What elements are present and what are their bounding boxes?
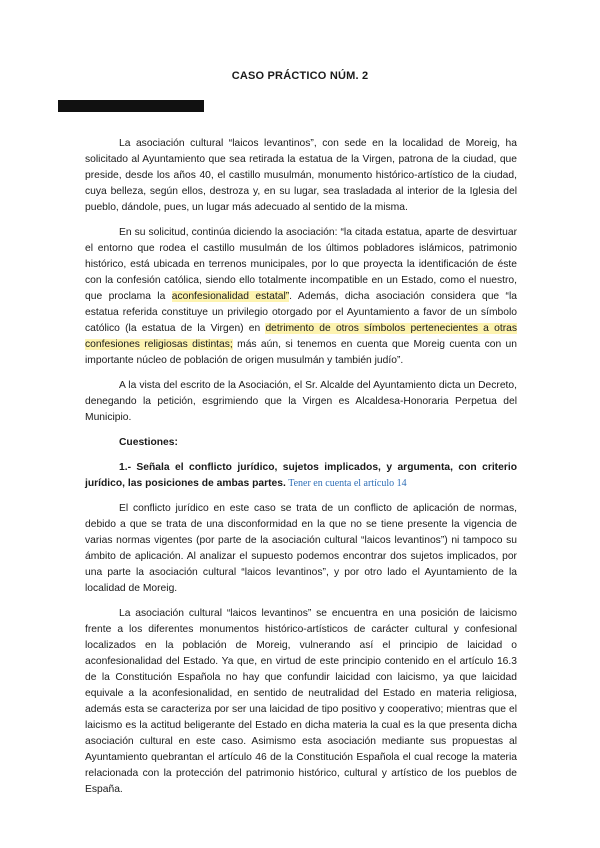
text: En su solicitud, continúa diciendo la asociación: “la citada estatua, aparte de desvirtuar el entorno que rodea el castillo musulmán de los últimos pobladores islámicos, patrimonio histórico, está ubicada en terrenos municipales, por lo que proyecta la identificación de éste con la confesión católica, siendo ello totalmente incompatible en un Estado, como el nuestro, que proclama la (85, 227, 517, 302)
answer-paragraph-2: La asociación cultural “laicos levantinos” se encuentra en una posición de laicismo frente a los diferentes monumentos histórico-artísticos de carácter cultural y confesional localizados en la población de Moreig, vulnerando así el principio de laicidad o aconfesionalidad del Estado. Ya que, en virtud de este principio contenido en el artículo 16.3 de la Constitución Española no hay que confundir laicidad con laicismo, ya que laicidad equivale a la aconfesionalidad, en sentido de neutralidad del Estado en materia religiosa, además esta se caracteriza por ser una laicidad de tipo positivo y cooperativo; mientras que el laicismo es la actitud beligerante del Estado en dicha materia la cual es la que presenta dicha asociación cultural en este caso. Asimismo esta asociación mediante sus propuestas al Ayuntamiento quebrantan el artículo 46 de la Constitución Española el cual recoge la materia relacionada con la protección del patrimonio histórico, cultural y artístico de los pueblos de España. (85, 608, 517, 795)
paragraph-solicitud (85, 225, 517, 369)
margin-note: Tener en cuenta el artículo 14 (285, 478, 407, 489)
section-heading: Cuestiones: (119, 437, 178, 448)
paragraph-decreto: A la vista del escrito de la Asociación, el Sr. Alcalde del Ayuntamiento dicta un Decreto, denegando la petición, esgrimiendo que la Virgen es Alcaldesa-Honoraria Perpetua del Municipio. (85, 380, 517, 423)
highlighted-text: aconfesionalidad estatal” (171, 291, 290, 302)
redacted-block (58, 100, 204, 112)
question-text: 1.- Señala el conflicto jurídico, sujetos implicados, y argumenta, con criterio jurídico, las posiciones de ambas partes. (85, 462, 517, 489)
highlighted-text: detrimento de otros símbolos pertenecientes a otras confesiones religiosas distintas; (85, 323, 517, 350)
document-title: CASO PRÁCTICO NÚM. 2 (231, 70, 369, 82)
document-body (85, 136, 517, 807)
text: más aún, si tenemos en cuenta que Moreig cuenta con un importante núcleo de población de origen musulmán y también judío”. (85, 339, 517, 366)
question-1 (85, 460, 517, 492)
text: . Además, dicha asociación considera que “la estatua referida constituye un privilegio otorgado por el Ayuntamiento a favor de un símbolo católico (la estatua de la Virgen) en (85, 291, 517, 334)
answer-paragraph-1: El conflicto jurídico en este caso se trata de un conflicto de aplicación de normas, debido a que se trata de una disconformidad en la que no se tiene presente la vigencia de varias normas vigentes (por parte de la asociación cultural “laicos levantinos”) ni tampoco su ámbito de aplicación. Al analizar el supuesto podemos encontrar dos sujetos implicados, por una parte la asociación cultural “laicos levantinos”, y por otro lado el Ayuntamiento de la localidad de Moreig. (85, 503, 517, 594)
paragraph-intro: La asociación cultural “laicos levantinos”, con sede en la localidad de Moreig, ha solicitado al Ayuntamiento que sea retirada la estatua de la Virgen, patrona de la ciudad, que preside, desde los años 40, el castillo musulmán, monumento histórico-artístico de la ciudad, cuya belleza, según ellos, destroza y, en su lugar, sea trasladada al interior de la Iglesia del pueblo, dándole, pues, un lugar más adecuado al sentido de la misma. (85, 138, 517, 213)
